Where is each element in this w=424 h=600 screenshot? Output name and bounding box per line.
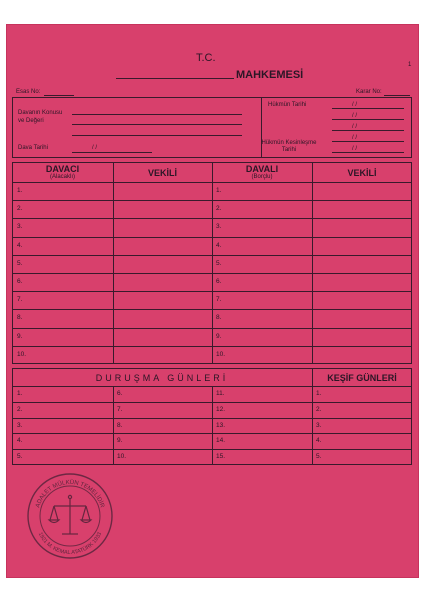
hearing-date-number: 10. [117, 453, 127, 461]
durusma-gunleri-header: DURUŞMA GÜNLERİ [95, 373, 229, 383]
hearing-date-number: 11. [216, 390, 225, 397]
parties-header-line [12, 182, 412, 183]
vekili-header-1: VEKİLİ [147, 168, 177, 178]
subject-line-3 [72, 135, 242, 136]
party-row-line [12, 328, 412, 329]
kesif-gunleri-header: KEŞİF GÜNLERİ [327, 373, 397, 383]
hukmun-tarihi-label: Hükmün Tarihi [268, 102, 307, 108]
davaci-row-number: 2. [17, 205, 23, 213]
hearings-col-line-2 [212, 386, 213, 465]
hearing-date-number: 2. [316, 405, 322, 413]
hearings-col-line-1 [113, 386, 114, 465]
subject-label: Davanın Konusu ve Değeri [18, 110, 63, 124]
hearing-date-number: 1. [316, 390, 322, 397]
subject-line-1 [72, 114, 242, 115]
davali-row-number: 10. [216, 350, 226, 358]
date-line-2 [332, 119, 404, 120]
davaci-header: DAVACI [45, 164, 80, 174]
vekili-header-2: VEKİLİ [347, 168, 377, 178]
hearing-date-number: 1. [17, 390, 23, 397]
hearing-date-number: 14. [216, 437, 226, 445]
party-row-line [12, 200, 412, 201]
hearing-date-number: 5. [316, 453, 322, 461]
edge-mark: 1 [408, 62, 412, 68]
parties-col-line-1 [113, 162, 114, 364]
date-line-3 [332, 130, 404, 131]
hearing-date-number: 15. [216, 453, 226, 461]
hearing-date-number: 12. [216, 405, 226, 413]
court-title: MAHKEMESİ [236, 69, 304, 81]
tc-title: T.C. [196, 52, 216, 64]
adalet-seal [24, 470, 116, 562]
date-line-5 [332, 152, 404, 153]
date-slash-2: / / [352, 113, 358, 119]
esas-no-line [44, 95, 74, 96]
hearing-date-number: 3. [17, 421, 23, 429]
hearing-row-line [12, 402, 412, 403]
hearing-date-number: 5. [17, 453, 23, 461]
davaci-row-number: 8. [17, 314, 23, 322]
party-row-line [12, 309, 412, 310]
date-line-4 [332, 141, 404, 142]
davaci-row-number: 4. [17, 241, 23, 249]
davali-row-number: 7. [216, 296, 222, 304]
davaci-row-number: 5. [17, 259, 23, 267]
party-row-line [12, 291, 412, 292]
hearing-date-number: 6. [117, 390, 123, 397]
karar-no-label: Karar No: [356, 89, 382, 95]
hearing-row-line [12, 418, 412, 419]
party-row-line [12, 273, 412, 274]
dava-tarihi-line [72, 152, 152, 153]
date-slash-4: / / [352, 135, 358, 141]
davali-row-number: 3. [216, 223, 222, 231]
hearing-row-line [12, 449, 412, 450]
davali-row-number: 2. [216, 205, 222, 213]
karar-no-line [384, 95, 410, 96]
davaci-row-number: 10. [17, 350, 27, 358]
davaci-row-number: 7. [17, 296, 23, 304]
davali-header: DAVALI [245, 164, 279, 174]
form-sheet [6, 24, 419, 578]
davaci-subheader: (Alacaklı) [49, 174, 75, 180]
date-line-1 [332, 108, 404, 109]
party-row-line [12, 255, 412, 256]
davali-row-number: 1. [216, 187, 222, 194]
davali-row-number: 4. [216, 241, 222, 249]
hearing-date-number: 7. [117, 405, 123, 413]
hearing-date-number: 13. [216, 421, 226, 429]
hearing-date-number: 9. [117, 437, 123, 445]
party-row-line [12, 346, 412, 347]
davaci-row-number: 6. [17, 278, 23, 285]
davali-row-number: 5. [216, 259, 222, 267]
party-row-line [12, 218, 412, 219]
davali-row-number: 8. [216, 314, 222, 322]
seal-bottom-text: 1921 M. KEMAL ATATÜRK 1933 [36, 531, 104, 557]
davali-row-number: 6. [216, 278, 222, 285]
subject-line-2 [72, 124, 242, 125]
davaci-row-number: 3. [17, 223, 23, 231]
kesinlesme-label: Hükmün Kesinleşme Tarihi [261, 140, 317, 154]
davaci-row-number: 9. [17, 332, 23, 340]
date-slash-5: / / [352, 146, 358, 152]
dava-tarihi-slashes: / / [92, 145, 98, 151]
davali-subheader: (Borçlu) [251, 174, 273, 180]
scales-of-justice-icon [49, 495, 91, 534]
parties-col-line-3 [312, 162, 313, 364]
dava-tarihi-label: Dava Tarihi [18, 145, 48, 151]
date-slash-3: / / [352, 124, 358, 130]
esas-no-label: Esas No: [16, 89, 41, 95]
hearing-date-number: 4. [17, 437, 23, 445]
court-name-line [116, 78, 234, 79]
hearing-date-number: 8. [117, 421, 123, 429]
parties-col-line-2 [212, 162, 213, 364]
davaci-row-number: 1. [17, 187, 23, 194]
date-slash-1: / / [352, 102, 358, 108]
hearing-date-number: 2. [17, 405, 23, 413]
davali-row-number: 9. [216, 332, 222, 340]
hearing-date-number: 4. [316, 437, 322, 445]
party-row-line [12, 237, 412, 238]
hearing-row-line [12, 433, 412, 434]
seal-top-text: ADALET MÜLKÜN TEMELİDİR [35, 479, 105, 509]
hearing-date-number: 3. [316, 421, 322, 429]
